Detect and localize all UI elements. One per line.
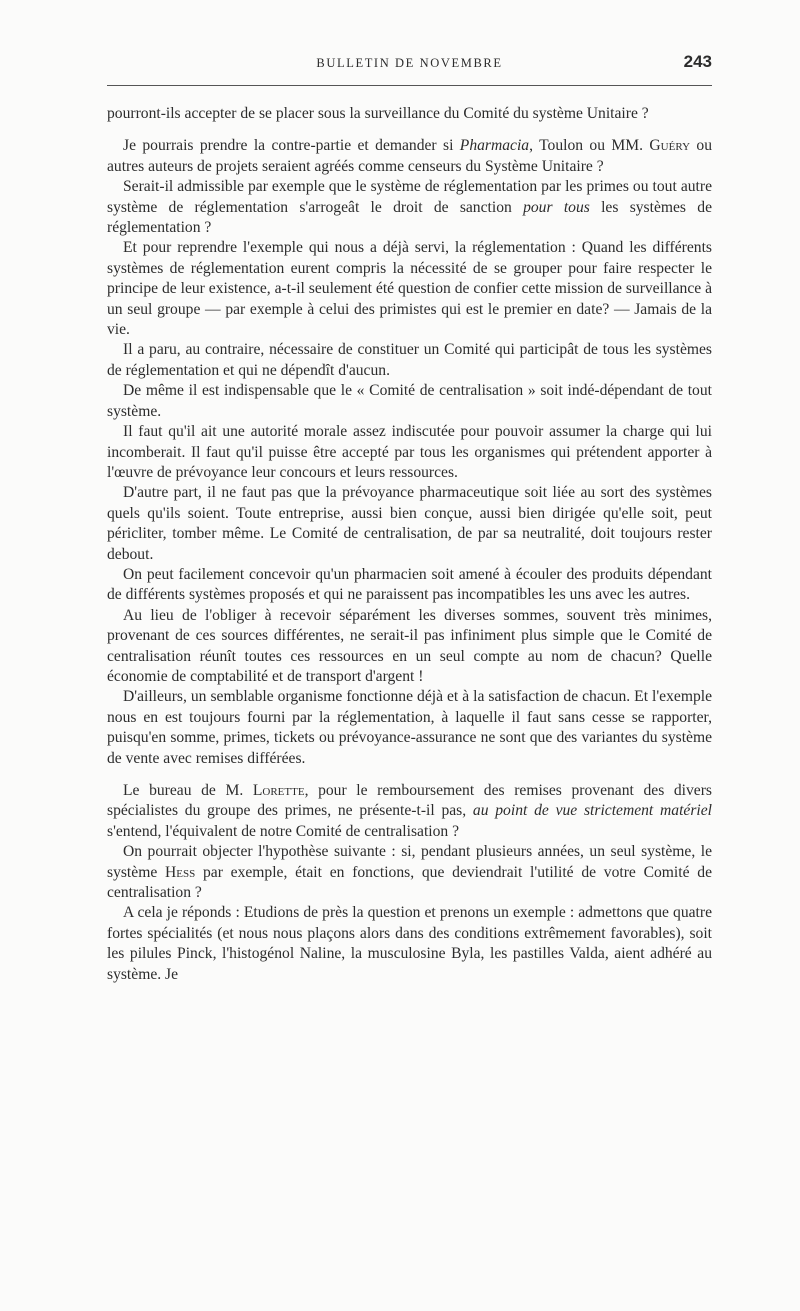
text-run: On peut facilement concevoir qu'un pharmacien soit amené à écouler des produits dépendant de différents systèmes proposés et qui ne paraissent pas incompatibles les uns avec les autres.: [107, 565, 712, 604]
header-rule: [107, 85, 712, 86]
italic-run: Pharmacia: [459, 137, 530, 155]
paragraph: [107, 606, 712, 688]
text-run: Je pourrais prendre la contre-partie et demander si: [123, 137, 460, 155]
smallcaps-run: Guéry: [649, 137, 691, 155]
text-run: On pourrait objecter l'hypothèse suivante : si, pendant plusieurs années, un seul système, le système: [107, 843, 712, 881]
paragraph: [107, 781, 712, 842]
text-run: , pour le remboursement des remises provenant des divers spécialistes du groupe des primes, ne présente-t-il pas,: [107, 782, 712, 820]
text-run: les systèmes de réglementation ?: [107, 198, 712, 237]
page-number: 243: [683, 52, 712, 71]
text-run: Serait-il admissible par exemple que le système de réglementation par les primes ou tout autre système de réglementation s'arrogeât le droit de sanction: [107, 178, 712, 216]
text-run: pourront-ils accepter de se placer sous la surveillance du Comité du système Unitaire ?: [107, 105, 649, 122]
text-run: Il faut qu'il ait une autorité morale assez indiscutée pour pouvoir assumer la charge qui lui incomberait. Il faut qu'il puisse être accepté par tous les organismes qui prétendent apporter à l'œuvre de prévoyance leur concours et leurs ressources.: [107, 423, 712, 481]
paragraph: [107, 687, 712, 769]
text-run: Le bureau de M.: [123, 782, 253, 799]
italic-run: au point de vue strictement matériel: [472, 802, 712, 820]
text-run: De même il est indispensable que le « Comité de centralisation » soit indé-dépendant de tout système.: [107, 382, 712, 420]
italic-run: pour tous: [523, 198, 590, 216]
text-run: par exemple, était en fonctions, que deviendrait l'utilité de votre Comité de centralisation ?: [107, 863, 712, 902]
text-run: D'ailleurs, un semblable organisme fonctionne déjà et à la satisfaction de chacun. Et l'exemple nous en est toujours fourni par la réglementation, à laquelle il faut sans cesse se rapporter, puisqu'en somme, primes, tickets ou prévoyance-assurance ne sont que des variantes du système de vente avec remises différées.: [107, 688, 712, 767]
text-run: A cela je réponds : Etudions de près la question et prenons un exemple : admettons que quatre fortes spécialités (et nous nous plaçons alors dans des conditions extrêmement favorables), soit les pilules Pinck, l'histogénol Naline, la musculosine Byla, les pastilles Valda, aient adhéré au système. Je: [107, 904, 712, 983]
text-run: Au lieu de l'obliger à recevoir séparément les diverses sommes, souvent très minimes, provenant de ces sources différentes, ne serait-il pas infiniment plus simple que le Comité de centralisation réunît toutes ces ressources en un seul compte au nom de chacun? Quelle économie de comptabilité et de transport d'argent !: [107, 606, 712, 685]
paragraph: [107, 136, 712, 177]
smallcaps-run: Hess: [165, 863, 196, 881]
paragraph: [107, 565, 712, 606]
paragraph: [107, 238, 712, 340]
text-run: ou autres auteurs de projets seraient agréés comme censeurs du Système Unitaire ?: [107, 137, 713, 175]
paragraph: [107, 381, 712, 422]
paragraph: [107, 483, 712, 565]
paragraph: [107, 177, 712, 238]
text-run: Et pour reprendre l'exemple qui nous a déjà servi, la réglementation : Quand les différents systèmes de réglementation eurent compris la nécessité de se grouper pour faire respecter le principe de leur existence, a-t-il seulement été question de confier cette mission de surveillance à un seul groupe — par exemple à celui des primistes qui est le premier en date? — Jamais de la vie.: [107, 239, 712, 339]
text-run: s'entend, l'équivalent de notre Comité de centralisation ?: [107, 822, 460, 840]
paragraph: [107, 422, 712, 483]
paragraph: [107, 104, 712, 124]
running-title: BULLETIN DE NOVEMBRE: [316, 56, 503, 70]
text-run: D'autre part, il ne faut pas que la prévoyance pharmaceutique soit liée au sort des systèmes quels qu'ils soient. Toute entreprise, aussi bien conçue, aussi bien dirigée qu'elle soit, peut péricliter, tomber même. Le Comité de centralisation, de par sa neutralité, doit toujours rester debout.: [107, 484, 712, 563]
text-run: Il a paru, au contraire, nécessaire de constituer un Comité qui participât de tous les systèmes de réglementation et qui ne dépendît d'aucun.: [107, 341, 712, 379]
paragraph: [107, 842, 712, 903]
paragraph: [107, 340, 712, 381]
text-run: , Toulon ou MM.: [529, 137, 650, 155]
paragraph: [107, 903, 712, 985]
smallcaps-run: Lorette: [252, 782, 305, 799]
body-text: [107, 104, 712, 985]
running-header: [107, 52, 712, 80]
